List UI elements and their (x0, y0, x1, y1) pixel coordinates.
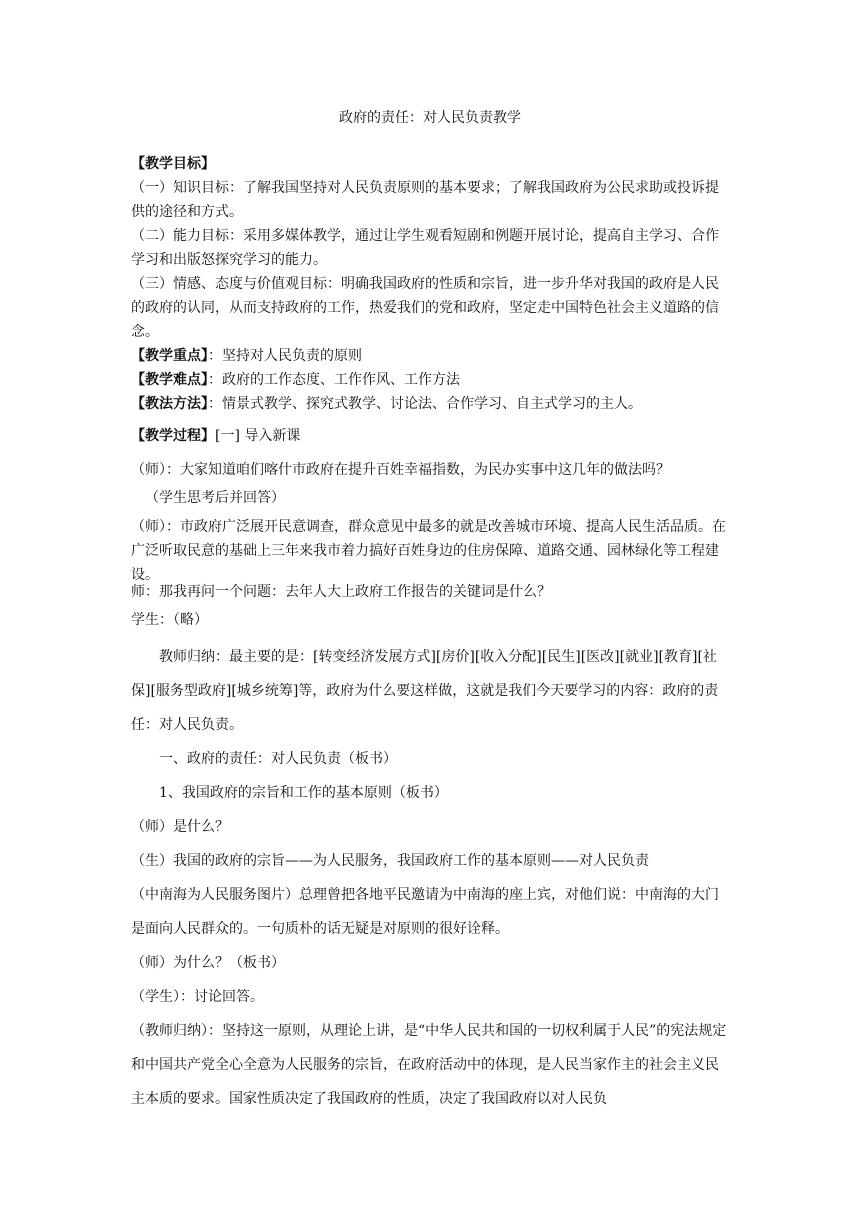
difficulty-line (131, 368, 729, 392)
key-point-line (131, 344, 729, 368)
teacher-conclusion: （教师归纳）：坚持这一原则，从理论上讲，是“中华人民共和国的一切权利属于人民”的宪法规定和中国共产党全心全意为人民服务的宗旨，在政府活动中的体现，是人民当家作主的社会主义民主本质的要求。国家性质决定了我国政府的性质，决定了我国政府以对人民负 (131, 1023, 727, 1107)
student-omit: 学生：（略） (131, 612, 208, 628)
document-title: 政府的责任：对人民负责教学 (339, 110, 521, 126)
difficulty-text: ：政府的工作态度、工作作风、工作方法 (208, 372, 460, 388)
process-text: [一] 导入新课 (215, 428, 301, 444)
student-think: （学生思考后并回答） (145, 490, 285, 506)
difficulty-label: 【教学难点】 (131, 372, 208, 388)
process-line (131, 424, 729, 448)
method-label: 【教法方法】 (131, 396, 208, 412)
method-text: ：情景式教学、探究式教学、讨论法、合作学习、自主式学习的主人。 (208, 396, 642, 412)
student-answer: （生）我国的政府的宗旨——为人民服务，我国政府工作的基本原则——对人民负责 (131, 853, 649, 869)
objectives-section (131, 152, 729, 416)
objective-ability: （二）能力目标：采用多媒体教学，通过让学生观看短剧和例题开展讨论，提高自主学习、合作学习和出版怒探究学习的能力。 (131, 228, 719, 268)
picture-note: （中南海为人民服务图片）总理曾把各地平民邀请为中南海的座上宾，对他们说：中南海的大门是面向人民群众的。一句质朴的话无疑是对原则的很好诠释。 (131, 887, 719, 937)
process-label: 【教学过程】 (131, 428, 215, 444)
section-heading-1: 一、政府的责任：对人民负责（板书） (159, 751, 397, 767)
teacher-summary: 教师归纳：最主要的是：[转变经济发展方式][房价][收入分配][民生][医改][就业][教育][社保][服务型政府][城乡统筹]等，政府为什么要这样做，这就是我们今天要学习的内容：政府的责任：对人民负责。 (131, 649, 719, 733)
teacher-question-1: （师）：大家知道咱们喀什市政府在提升百姓幸福指数，为民办实事中这几年的做法吗？ (131, 462, 670, 478)
teacher-why: （师）为什么？（板书） (131, 955, 285, 971)
student-discuss: （学生）：讨论回答。 (131, 989, 264, 1005)
objective-knowledge: （一）知识目标：了解我国坚持对人民负责原则的基本要求；了解我国政府为公民求助或投诉提供的途径和方式。 (131, 180, 719, 220)
lesson-body (131, 640, 729, 1116)
teacher-question-2: 师：那我再问一个问题：去年人大上政府工作报告的关键词是什么？ (131, 584, 551, 600)
teacher-what: （师）是什么？ (131, 819, 229, 835)
subsection-heading-1: 1、我国政府的宗旨和工作的基本原则（板书） (159, 785, 448, 801)
teacher-answer-1: （师）：市政府广泛展开民意调查，群众意见中最多的就是改善城市环境、提高人民生活品质。在广泛听取民意的基础上三年来我市着力搞好百姓身边的住房保障、道路交通、园林绿化等工程建设。 (131, 519, 726, 583)
objectives-heading: 【教学目标】 (131, 156, 215, 172)
objective-emotion: （三）情感、态度与价值观目标：明确我国政府的性质和宗旨，进一步升华对我国的政府是人民的政府的认同，从而支持政府的工作，热爱我们的党和政府，坚定走中国特色社会主义道路的信念。 (131, 276, 719, 340)
key-point-label: 【教学重点】 (131, 348, 208, 364)
method-line (131, 392, 729, 416)
key-point-text: ：坚持对人民负责的原则 (208, 348, 362, 364)
